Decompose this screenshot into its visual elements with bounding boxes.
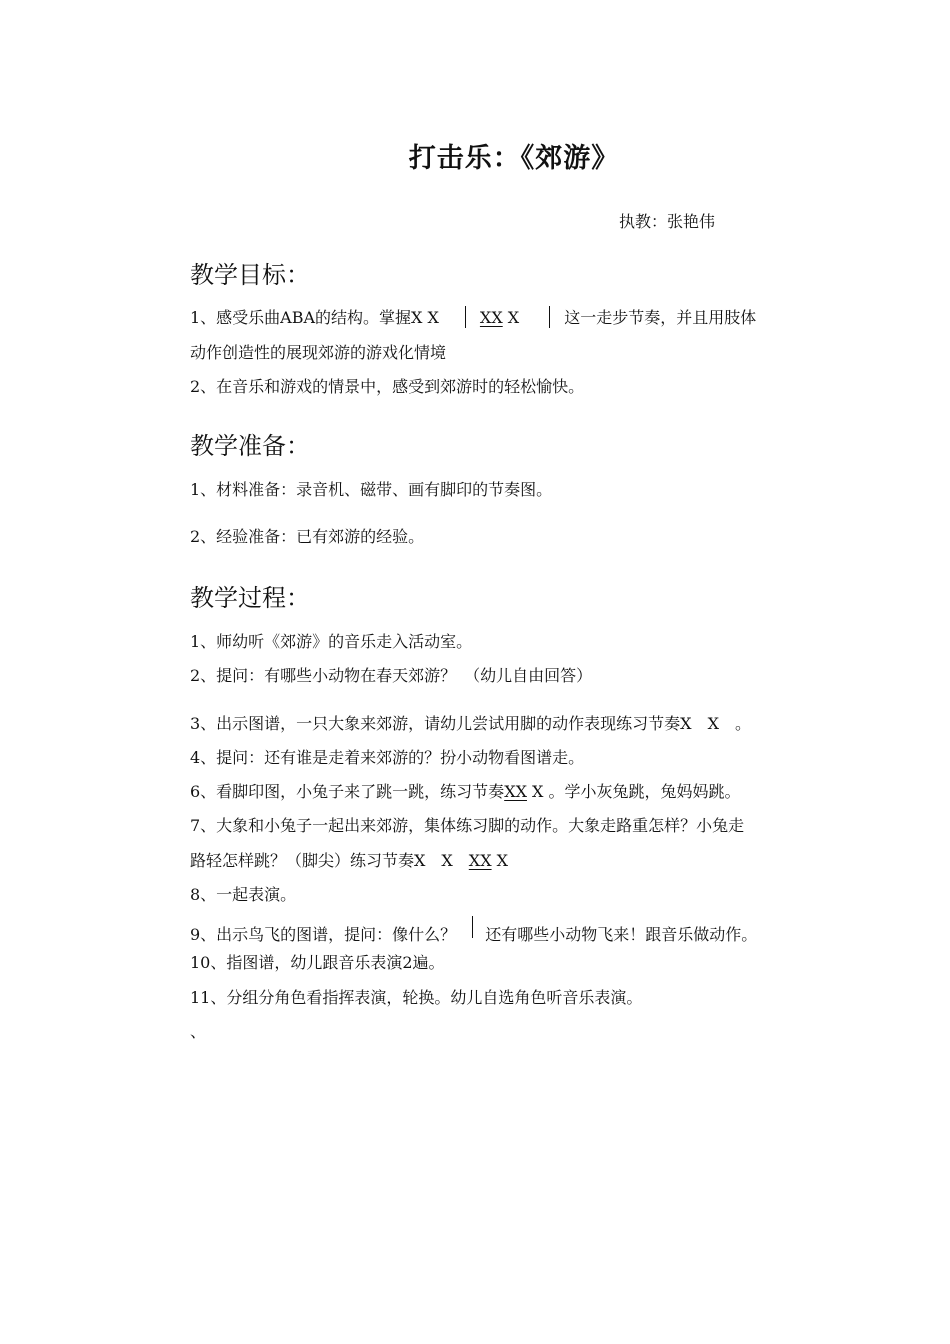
process-step-9-suffix: 还有哪些小动物飞来！跟音乐做动作。 (485, 925, 758, 944)
process-step-4: 4、提问：还有谁是走着来郊游的？扮小动物看图谱走。 (190, 748, 585, 767)
goal-item-1-suffix: 这一走步节奏，并且用肢体 (564, 308, 757, 327)
goal-item-1-continued: 动作创造性的展现郊游的游戏化情境 (190, 343, 447, 362)
teacher-credit: 执教：张艳伟 (619, 212, 716, 231)
process-step-8: 8、一起表演。 (190, 885, 297, 904)
process-step-6-suffix: X 。学小灰兔跳，兔妈妈跳。 (526, 782, 741, 801)
goal-item-1 (190, 305, 756, 328)
page-title: 打击乐：《郊游》 (408, 143, 620, 174)
process-step-9-prefix: 9、出示鸟飞的图谱，提问：像什么？ (190, 925, 457, 944)
process-step-2: 2、提问：有哪些小动物在春天郊游？ （幼儿自由回答） (190, 666, 593, 685)
process-step-7: 7、大象和小兔子一起出来郊游，集体练习脚的动作。大象走路重怎样？小兔走 (190, 816, 745, 835)
bar-line (472, 916, 473, 938)
process-step-10: 10、指图谱，幼儿跟音乐表演2遍。 (190, 953, 445, 972)
rhythm-underlined: XX (504, 782, 527, 801)
process-step-7-continued (190, 848, 508, 871)
goal-item-2: 2、在音乐和游戏的情景中，感受到郊游时的轻松愉快。 (190, 377, 585, 396)
process-step-11: 11、分组分角色看指挥表演，轮换。幼儿自选角色听音乐表演。 (190, 988, 643, 1007)
process-step-6 (190, 779, 741, 802)
process-step-7-prefix: 路轻怎样跳？（脚尖）练习节奏X X (190, 851, 469, 870)
section-heading-prep: 教学准备： (190, 432, 310, 460)
prep-item-2: 2、经验准备：已有郊游的经验。 (190, 527, 425, 546)
process-step-1: 1、师幼听《郊游》的音乐走入活动室。 (190, 632, 473, 651)
section-heading-goals: 教学目标： (190, 261, 310, 289)
rhythm-underlined: XX (479, 308, 503, 327)
stray-mark: 、 (190, 1022, 207, 1041)
bar-line (549, 306, 550, 328)
bar-line (465, 306, 466, 328)
rhythm-end: X (502, 308, 520, 327)
goal-item-1-prefix: 1、感受乐曲ABA的结构。掌握X X (190, 308, 439, 327)
prep-item-1: 1、材料准备：录音机、磁带、画有脚印的节奏图。 (190, 480, 553, 499)
process-step-7-suffix: X (491, 851, 509, 870)
process-step-3: 3、出示图谱，一只大象来郊游，请幼儿尝试用脚的动作表现练习节奏X X 。 (190, 714, 751, 733)
process-step-9 (190, 916, 757, 945)
section-heading-process: 教学过程： (190, 584, 310, 612)
process-step-6-prefix: 6、看脚印图，小兔子来了跳一跳，练习节奏 (190, 782, 505, 801)
rhythm-underlined: XX (468, 851, 492, 870)
